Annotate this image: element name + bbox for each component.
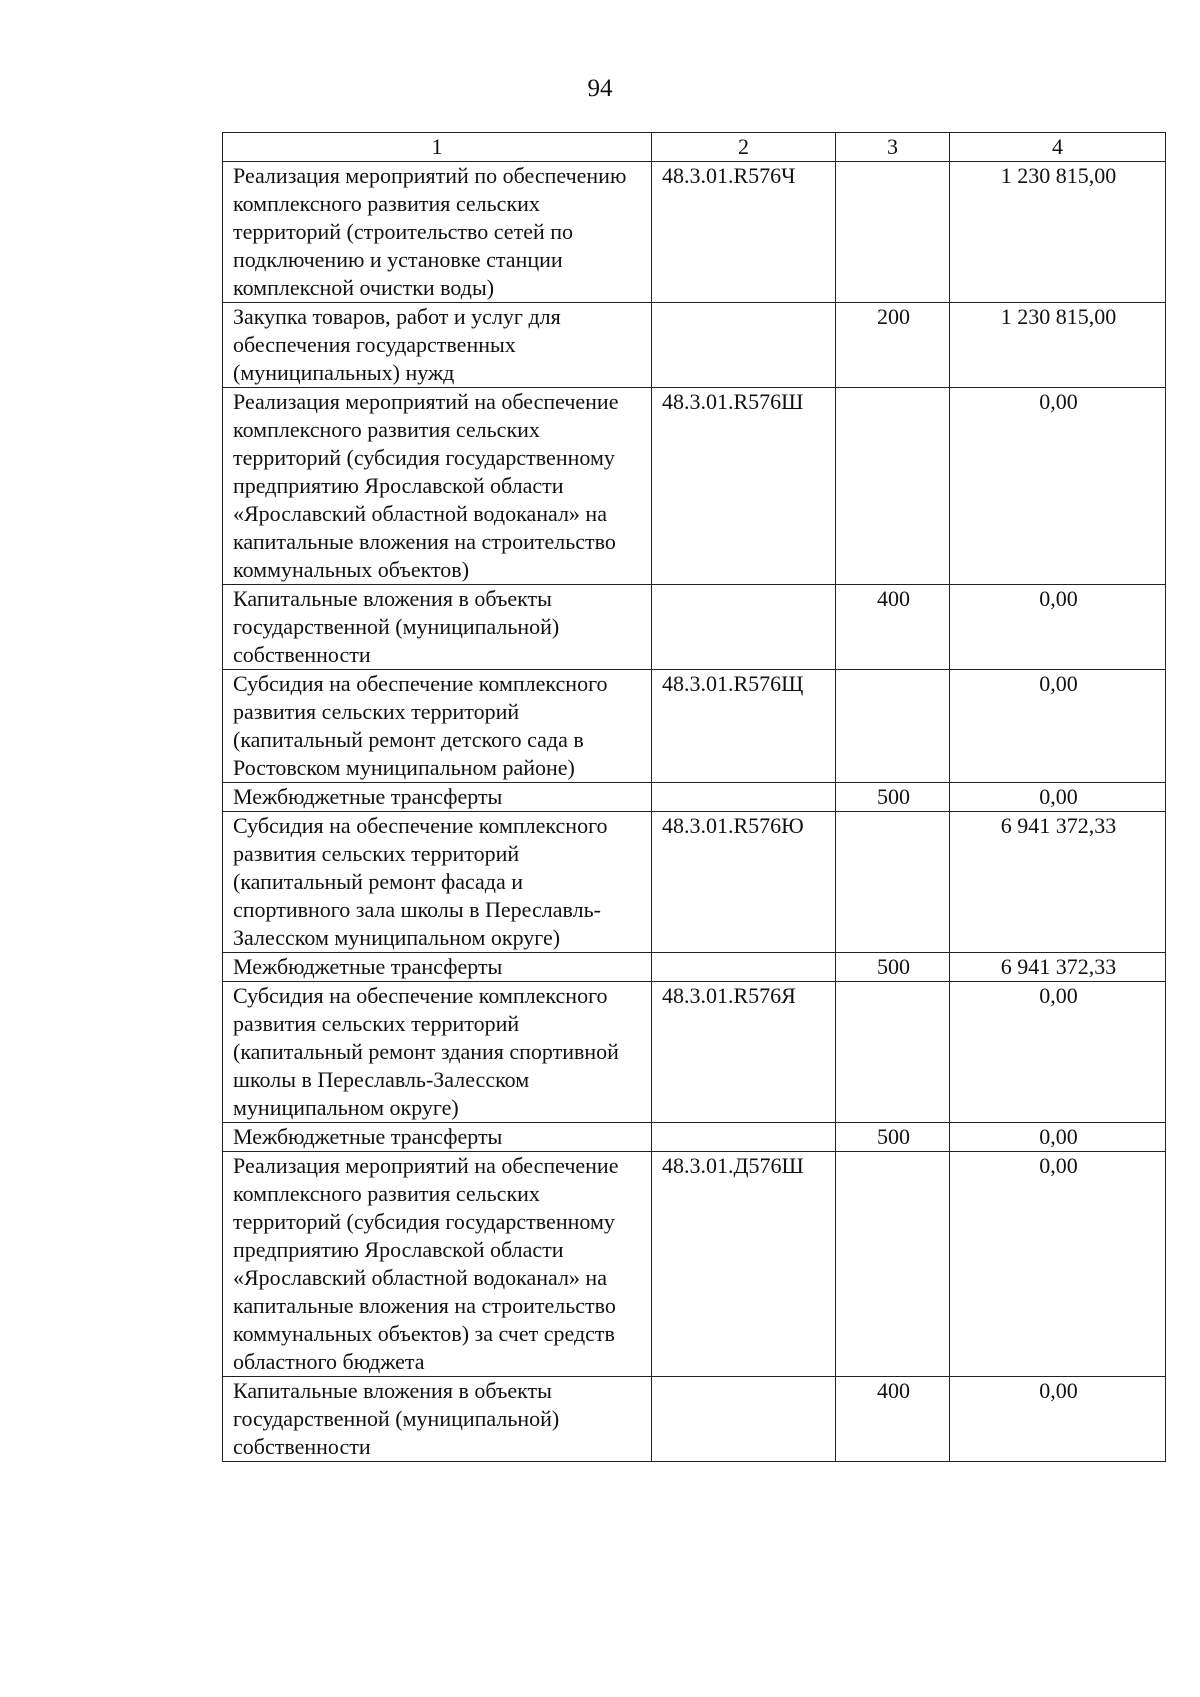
table-row	[223, 585, 1166, 670]
table-row	[223, 783, 1166, 812]
row-code	[652, 303, 836, 388]
row-code: 48.3.01.R576Ш	[652, 388, 836, 585]
row-amount: 0,00	[950, 982, 1166, 1123]
row-code	[652, 1123, 836, 1152]
row-expense-type	[836, 1152, 950, 1377]
row-code: 48.3.01.R576Я	[652, 982, 836, 1123]
row-amount: 0,00	[950, 1123, 1166, 1152]
row-expense-type: 400	[836, 1377, 950, 1462]
table-row	[223, 670, 1166, 783]
table-row	[223, 1152, 1166, 1377]
row-expense-type: 500	[836, 1123, 950, 1152]
row-code	[652, 953, 836, 982]
row-code	[652, 783, 836, 812]
row-expense-type: 400	[836, 585, 950, 670]
table-row	[223, 162, 1166, 303]
row-amount: 0,00	[950, 585, 1166, 670]
row-description: Капитальные вложения в объекты государственной (муниципальной) собственности	[223, 585, 652, 670]
row-amount: 0,00	[950, 388, 1166, 585]
row-code: 48.3.01.R576Ю	[652, 812, 836, 953]
row-description: Межбюджетные трансферты	[223, 953, 652, 982]
column-header: 4	[950, 133, 1166, 162]
row-expense-type	[836, 162, 950, 303]
row-description: Субсидия на обеспечение комплексного развития сельских территорий (капитальный ремонт фасада и спортивного зала школы в Переславль-Залесском муниципальном округе)	[223, 812, 652, 953]
row-amount: 1 230 815,00	[950, 303, 1166, 388]
row-expense-type	[836, 982, 950, 1123]
table-row	[223, 1377, 1166, 1462]
column-header: 3	[836, 133, 950, 162]
column-header: 1	[223, 133, 652, 162]
row-description: Межбюджетные трансферты	[223, 783, 652, 812]
table-header-row	[223, 133, 1166, 162]
row-amount: 1 230 815,00	[950, 162, 1166, 303]
column-header: 2	[652, 133, 836, 162]
row-description: Реализация мероприятий на обеспечение комплексного развития сельских территорий (субсидия государственному предприятию Ярославской области «Ярославский областной водоканал» на капитальные вложения на строительство коммунальных объектов) за счет средств областного бюджета	[223, 1152, 652, 1377]
row-code	[652, 1377, 836, 1462]
row-code: 48.3.01.R576Ч	[652, 162, 836, 303]
row-expense-type	[836, 812, 950, 953]
table-row	[223, 303, 1166, 388]
row-code: 48.3.01.Д576Ш	[652, 1152, 836, 1377]
row-amount: 0,00	[950, 783, 1166, 812]
row-amount: 0,00	[950, 670, 1166, 783]
row-amount: 6 941 372,33	[950, 953, 1166, 982]
budget-table	[222, 132, 1166, 1462]
row-description: Закупка товаров, работ и услуг для обеспечения государственных (муниципальных) нужд	[223, 303, 652, 388]
table-row	[223, 1123, 1166, 1152]
row-expense-type: 500	[836, 783, 950, 812]
row-description: Капитальные вложения в объекты государственной (муниципальной) собственности	[223, 1377, 652, 1462]
row-description: Субсидия на обеспечение комплексного развития сельских территорий (капитальный ремонт здания спортивной школы в Переславль-Залесском муниципальном округе)	[223, 982, 652, 1123]
row-description: Межбюджетные трансферты	[223, 1123, 652, 1152]
row-description: Субсидия на обеспечение комплексного развития сельских территорий (капитальный ремонт детского сада в Ростовском муниципальном районе)	[223, 670, 652, 783]
row-description: Реализация мероприятий на обеспечение комплексного развития сельских территорий (субсидия государственному предприятию Ярославской области «Ярославский областной водоканал» на капитальные вложения на строительство коммунальных объектов)	[223, 388, 652, 585]
table-row	[223, 812, 1166, 953]
row-expense-type	[836, 388, 950, 585]
row-amount: 6 941 372,33	[950, 812, 1166, 953]
table-row	[223, 982, 1166, 1123]
row-expense-type: 200	[836, 303, 950, 388]
page-number: 94	[587, 75, 613, 102]
row-amount: 0,00	[950, 1152, 1166, 1377]
table-row	[223, 953, 1166, 982]
row-amount: 0,00	[950, 1377, 1166, 1462]
table-row	[223, 388, 1166, 585]
row-code: 48.3.01.R576Щ	[652, 670, 836, 783]
row-expense-type: 500	[836, 953, 950, 982]
row-expense-type	[836, 670, 950, 783]
row-code	[652, 585, 836, 670]
row-description: Реализация мероприятий по обеспечению комплексного развития сельских территорий (строительство сетей по подключению и установке станции комплексной очистки воды)	[223, 162, 652, 303]
